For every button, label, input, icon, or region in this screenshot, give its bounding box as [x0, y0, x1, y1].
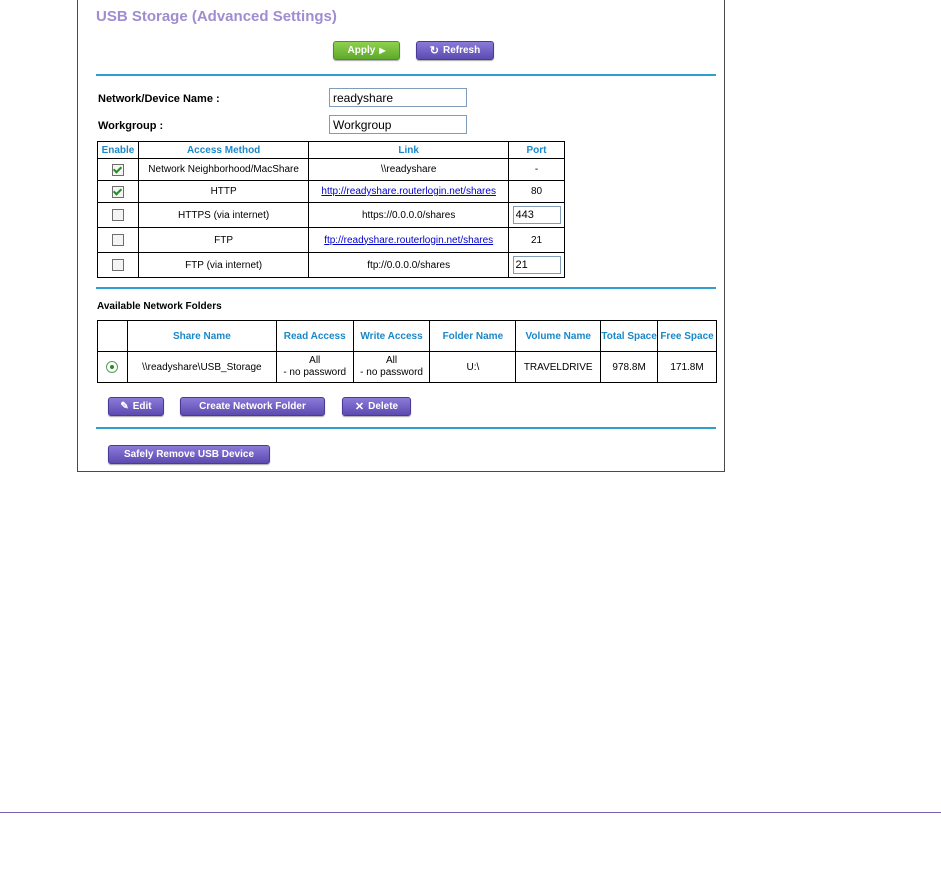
pencil-icon: ✎	[120, 401, 129, 412]
link-text: ftp://0.0.0.0/shares	[367, 259, 451, 271]
workgroup-label: Workgroup :	[98, 120, 164, 132]
network-folders-table	[97, 320, 717, 383]
table-header-row	[98, 142, 565, 159]
header-port: Port	[509, 142, 565, 159]
header-link: Link	[309, 142, 509, 159]
write-access-cell-line2: - no password	[360, 367, 423, 378]
header-select	[98, 321, 128, 352]
read-access-cell-line1: All	[309, 355, 321, 366]
access-method-cell: HTTPS (via internet)	[138, 203, 308, 228]
create-button-label: Create Network Folder	[199, 401, 306, 412]
write-access-cell-line1: All	[386, 355, 398, 366]
header-total-space: Total Space	[601, 321, 658, 352]
free-space-cell: 171.8M	[658, 352, 717, 383]
close-icon: ✕	[354, 401, 365, 413]
usb-storage-panel	[77, 0, 725, 472]
read-access-cell	[276, 352, 353, 383]
access-method-cell: FTP (via internet)	[138, 253, 308, 278]
folder-name-cell: U:\	[430, 352, 516, 383]
enable-cell	[98, 203, 139, 228]
header-write-access: Write Access	[353, 321, 430, 352]
apply-button[interactable]	[333, 41, 400, 60]
play-arrow-icon: ▶	[379, 46, 386, 55]
port-cell	[509, 203, 565, 228]
volume-name-cell: TRAVELDRIVE	[516, 352, 601, 383]
table-row	[98, 352, 717, 383]
delete-button[interactable]	[342, 397, 411, 416]
header-access-method: Access Method	[138, 142, 308, 159]
enable-checkbox[interactable]	[112, 259, 124, 271]
header-folder-name: Folder Name	[430, 321, 516, 352]
link-cell	[309, 253, 509, 278]
port-input[interactable]	[513, 256, 561, 274]
folder-radio[interactable]	[106, 361, 118, 373]
link-cell	[309, 203, 509, 228]
port-cell: -	[509, 159, 565, 181]
enable-checkbox[interactable]	[112, 209, 124, 221]
port-input[interactable]	[513, 206, 561, 224]
share-link[interactable]: http://readyshare.routerlogin.net/shares	[321, 186, 496, 197]
header-volume-name: Volume Name	[516, 321, 601, 352]
link-cell	[309, 159, 509, 181]
enable-checkbox[interactable]	[112, 164, 124, 176]
table-header-row	[98, 321, 717, 352]
header-free-space: Free Space	[658, 321, 717, 352]
write-access-cell	[353, 352, 430, 383]
device-name-input[interactable]	[329, 88, 467, 107]
access-method-table	[97, 141, 565, 278]
link-cell	[309, 228, 509, 253]
edit-button-label: Edit	[132, 401, 152, 412]
read-access-cell-line2: - no password	[283, 367, 347, 378]
device-name-label: Network/Device Name :	[98, 93, 220, 105]
access-method-cell: FTP	[138, 228, 308, 253]
table-row	[98, 228, 565, 253]
table-row	[98, 253, 565, 278]
port-cell	[509, 253, 565, 278]
link-text: \\readyshare	[380, 164, 437, 175]
divider	[96, 74, 716, 76]
share-link[interactable]: ftp://readyshare.routerlogin.net/shares	[324, 234, 494, 246]
header-share-name: Share Name	[127, 321, 276, 352]
enable-cell	[98, 159, 139, 181]
share-name-cell: \\readyshare\USB_Storage	[127, 352, 276, 383]
table-row	[98, 203, 565, 228]
access-method-cell: Network Neighborhood/MacShare	[138, 159, 308, 181]
available-folders-label: Available Network Folders	[97, 301, 222, 312]
header-read-access: Read Access	[276, 321, 353, 352]
table-row	[98, 159, 565, 181]
link-text: https://0.0.0.0/shares	[361, 209, 456, 221]
safely-remove-usb-button[interactable]	[108, 445, 270, 464]
enable-cell	[98, 253, 139, 278]
enable-checkbox[interactable]	[112, 186, 124, 198]
table-row	[98, 181, 565, 203]
enable-cell	[98, 228, 139, 253]
apply-button-label: Apply	[347, 45, 376, 56]
divider	[96, 427, 716, 429]
create-network-folder-button[interactable]	[180, 397, 325, 416]
header-enable: Enable	[98, 142, 139, 159]
refresh-button[interactable]	[416, 41, 494, 60]
page-title: USB Storage (Advanced Settings)	[96, 8, 337, 25]
total-space-cell: 978.8M	[601, 352, 658, 383]
footer-divider	[0, 812, 941, 813]
access-method-cell: HTTP	[138, 181, 308, 203]
select-cell	[98, 352, 128, 383]
edit-button[interactable]	[108, 397, 164, 416]
delete-button-label: Delete	[368, 401, 399, 412]
port-cell: 80	[509, 181, 565, 203]
link-cell	[309, 181, 509, 203]
safely-remove-label: Safely Remove USB Device	[123, 449, 255, 460]
port-cell: 21	[509, 228, 565, 253]
divider	[96, 287, 716, 289]
workgroup-input[interactable]	[329, 115, 467, 134]
enable-checkbox[interactable]	[112, 234, 124, 246]
refresh-button-label: Refresh	[442, 45, 481, 56]
refresh-icon: ↻	[429, 45, 439, 57]
enable-cell	[98, 181, 139, 203]
